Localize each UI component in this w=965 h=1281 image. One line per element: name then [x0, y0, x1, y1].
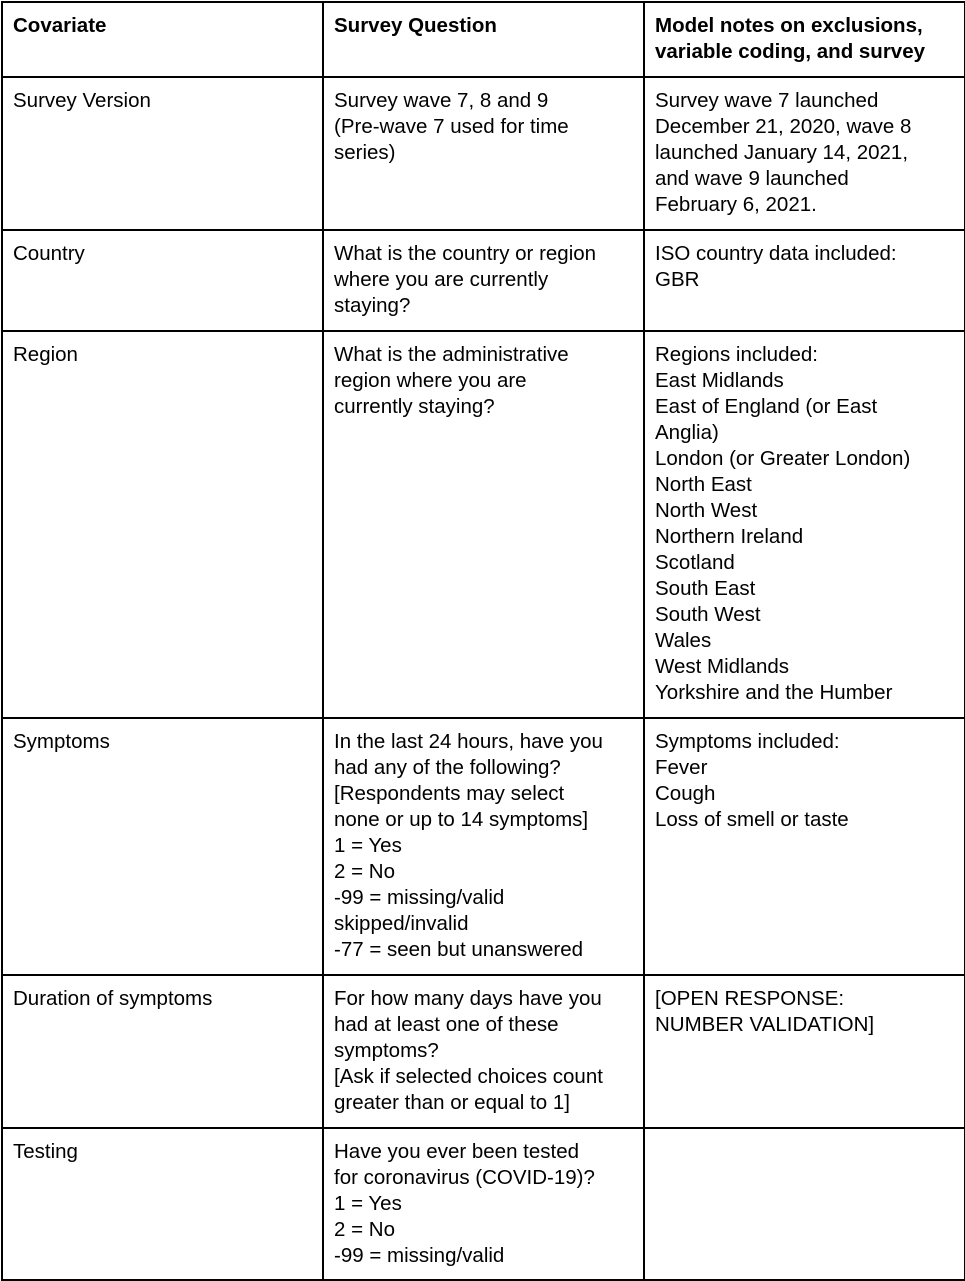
question-line: had any of the following?: [334, 756, 561, 779]
table-row: [2, 230, 965, 331]
question-line: 1 = Yes: [334, 1192, 402, 1215]
cell-model-notes: [644, 718, 965, 975]
question-line: had at least one of these: [334, 1013, 559, 1036]
question-line: What is the country or region: [334, 242, 597, 265]
cell-covariate: Duration of symptoms: [2, 975, 323, 1128]
question-line: For how many days have you: [334, 987, 602, 1010]
cell-survey-question: [323, 975, 644, 1128]
header-survey-question: Survey Question: [323, 2, 644, 77]
question-line: staying?: [334, 294, 411, 317]
notes-line: South East: [655, 577, 756, 600]
question-line: symptoms?: [334, 1039, 439, 1062]
header-covariate: Covariate: [2, 2, 323, 77]
cell-covariate: Region: [2, 331, 323, 718]
header-row: [2, 2, 965, 77]
table-row: [2, 77, 965, 230]
cell-survey-question: [323, 718, 644, 975]
question-line: [Respondents may select: [334, 782, 565, 805]
question-line: 2 = No: [334, 1218, 395, 1241]
cell-model-notes: [644, 77, 965, 230]
cell-model-notes: [644, 331, 965, 718]
question-line: (Pre-wave 7 used for time: [334, 115, 569, 138]
cell-survey-question: [323, 77, 644, 230]
question-line: Have you ever been tested: [334, 1140, 580, 1163]
notes-line: West Midlands: [655, 655, 790, 678]
notes-line: Wales: [655, 629, 712, 652]
cell-survey-question: [323, 331, 644, 718]
notes-line: Loss of smell or taste: [655, 808, 849, 831]
notes-line: NUMBER VALIDATION]: [655, 1013, 875, 1036]
question-line: [Ask if selected choices count: [334, 1065, 603, 1088]
cell-model-notes: [644, 230, 965, 331]
notes-line: December 21, 2020, wave 8: [655, 115, 912, 138]
question-line: Survey wave 7, 8 and 9: [334, 89, 549, 112]
header-model-notes: [644, 2, 965, 77]
table-row: [2, 718, 965, 975]
notes-line: ISO country data included:: [655, 242, 897, 265]
question-line: -99 = missing/valid: [334, 886, 505, 909]
question-line: region where you are: [334, 369, 527, 392]
question-line: currently staying?: [334, 395, 495, 418]
question-line: 1 = Yes: [334, 834, 402, 857]
notes-line: North West: [655, 499, 758, 522]
notes-line: East of England (or East: [655, 395, 878, 418]
question-line: greater than or equal to 1]: [334, 1091, 570, 1114]
notes-line: launched January 14, 2021,: [655, 141, 909, 164]
question-line: series): [334, 141, 396, 164]
question-line: for coronavirus (COVID-19)?: [334, 1166, 595, 1189]
question-line: skipped/invalid: [334, 912, 469, 935]
header-model-notes-line-2: variable coding, and survey: [655, 40, 926, 63]
cell-covariate: Symptoms: [2, 718, 323, 975]
notes-line: [OPEN RESPONSE:: [655, 987, 845, 1010]
notes-line: Northern Ireland: [655, 525, 804, 548]
notes-line: Fever: [655, 756, 708, 779]
notes-line: Survey wave 7 launched: [655, 89, 879, 112]
question-line: What is the administrative: [334, 343, 569, 366]
question-line: -77 = seen but unanswered: [334, 938, 584, 961]
notes-line: North East: [655, 473, 752, 496]
covariate-table: [1, 1, 965, 1281]
table-row: [2, 1128, 965, 1280]
notes-line: Scotland: [655, 551, 735, 574]
cell-covariate: Country: [2, 230, 323, 331]
notes-line: East Midlands: [655, 369, 784, 392]
notes-line: South West: [655, 603, 761, 626]
question-line: 2 = No: [334, 860, 395, 883]
notes-line: and wave 9 launched: [655, 167, 849, 190]
notes-line: Cough: [655, 782, 716, 805]
notes-line: London (or Greater London): [655, 447, 911, 470]
question-line: none or up to 14 symptoms]: [334, 808, 589, 831]
header-model-notes-line-1: Model notes on exclusions,: [655, 14, 923, 37]
cell-model-notes: [644, 1128, 965, 1280]
notes-line: Anglia): [655, 421, 719, 444]
cell-covariate: Survey Version: [2, 77, 323, 230]
notes-line: Symptoms included:: [655, 730, 840, 753]
cell-survey-question: [323, 1128, 644, 1280]
notes-line: GBR: [655, 268, 700, 291]
table-row: [2, 975, 965, 1128]
cell-covariate: Testing: [2, 1128, 323, 1280]
notes-line: Yorkshire and the Humber: [655, 681, 893, 704]
question-line: In the last 24 hours, have you: [334, 730, 603, 753]
cell-model-notes: [644, 975, 965, 1128]
cell-survey-question: [323, 230, 644, 331]
table-row: [2, 331, 965, 718]
notes-line: February 6, 2021.: [655, 193, 817, 216]
question-line: where you are currently: [334, 268, 549, 291]
notes-line: Regions included:: [655, 343, 818, 366]
question-line: -99 = missing/valid: [334, 1244, 505, 1267]
